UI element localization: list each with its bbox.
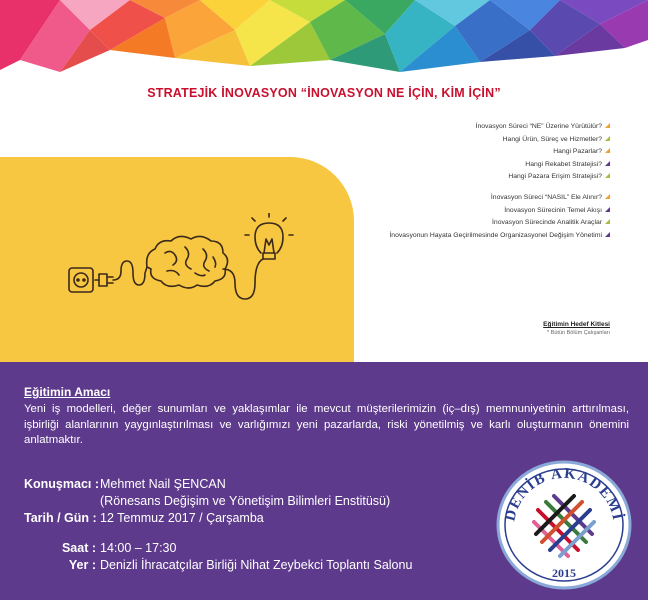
purpose-text: Yeni iş modelleri, değer sunumları ve yaklaşımlar ile mevcut müşterilerimizin (iç–dış) memnuniyetinin arttırılması, işbirliği alanlarının yaygınlaştırılması ve varlığımızı yeni pazarlarda, riski yönetilmiş ve karlı oluşturmanın önemini anlatmaktır.: [24, 403, 629, 446]
triangle-bullet-icon: [605, 194, 610, 199]
question-text: İnovasyon Sürecinin Temel Akışı: [504, 206, 602, 214]
triangle-bullet-icon: [605, 173, 610, 178]
question-item: [270, 146, 610, 159]
question-text: Hangi Rekabet Stratejisi?: [525, 160, 602, 168]
page-title: STRATEJİK İNOVASYON “İNOVASYON NE İÇİN, KİM İÇİN”: [147, 86, 501, 100]
power-outlet-icon: [69, 268, 93, 292]
triangle-bullet-icon: [605, 161, 610, 166]
question-text: İnovasyon Süreci “NASIL” Ele Alınır?: [490, 194, 602, 201]
triangle-bullet-icon: [605, 232, 610, 237]
plug-brain-bulb-illustration: [55, 213, 300, 308]
question-text: İnovasyonun Hayata Geçirilmesinde Organizasyonel Değişim Yönetimi: [389, 231, 602, 239]
question-item: [270, 121, 610, 134]
speaker-name: Mehmet Nail ŞENCAN: [100, 477, 226, 491]
question-text: Hangi Pazara Erişim Stratejisi?: [508, 173, 602, 180]
question-text: İnovasyon Sürecinde Analitik Araçlar: [492, 219, 602, 226]
target-audience-subtitle: * Bütün Bölüm Çalışanları: [547, 330, 610, 336]
triangle-bullet-icon: [605, 136, 610, 141]
rainbow-polygon-banner: [0, 0, 648, 80]
logo-text: DENİB AKADEMİ: [502, 465, 626, 523]
triangle-bullet-icon: [605, 219, 610, 224]
triangle-bullet-icon: [605, 123, 610, 128]
denib-akademi-logo: [494, 460, 634, 590]
target-audience-title: Eğitimin Hedef Kitlesi: [543, 321, 610, 328]
place-value: Denizli İhracatçılar Birliği Nihat Zeybekci Toplantı Salonu: [100, 558, 413, 572]
light-bulb-icon: [245, 213, 293, 259]
plug-icon: [95, 274, 113, 286]
question-text: Hangi Ürün, Süreç ve Hizmetler?: [502, 135, 602, 143]
purpose-title: Eğitimin Amacı: [24, 385, 111, 399]
logo-year: 2015: [552, 566, 576, 580]
question-item: [270, 134, 610, 147]
question-text: İnovasyon Süreci “NE” Üzerine Yürütülür?: [475, 123, 602, 130]
time-row: [24, 541, 176, 555]
speaker-row: [24, 477, 226, 491]
time-label: Saat :: [61, 541, 96, 555]
speaker-affiliation: (Rönesans Değişim ve Yönetişim Bilimleri Enstitüsü): [100, 494, 391, 508]
question-text: Hangi Pazarlar?: [553, 148, 602, 155]
date-row: [24, 511, 264, 525]
time-value: 14:00 – 17:30: [100, 541, 177, 555]
target-audience: [543, 321, 610, 336]
place-label: Yer :: [68, 558, 96, 572]
date-value: 12 Temmuz 2017 / Çarşamba: [100, 511, 264, 525]
brain-icon: [147, 236, 228, 288]
place-row: [24, 558, 412, 572]
triangle-bullet-icon: [605, 148, 610, 153]
date-label: Tarih / Gün :: [24, 511, 97, 525]
triangle-bullet-icon: [605, 207, 610, 212]
speaker-label: Konuşmacı :: [24, 477, 100, 491]
